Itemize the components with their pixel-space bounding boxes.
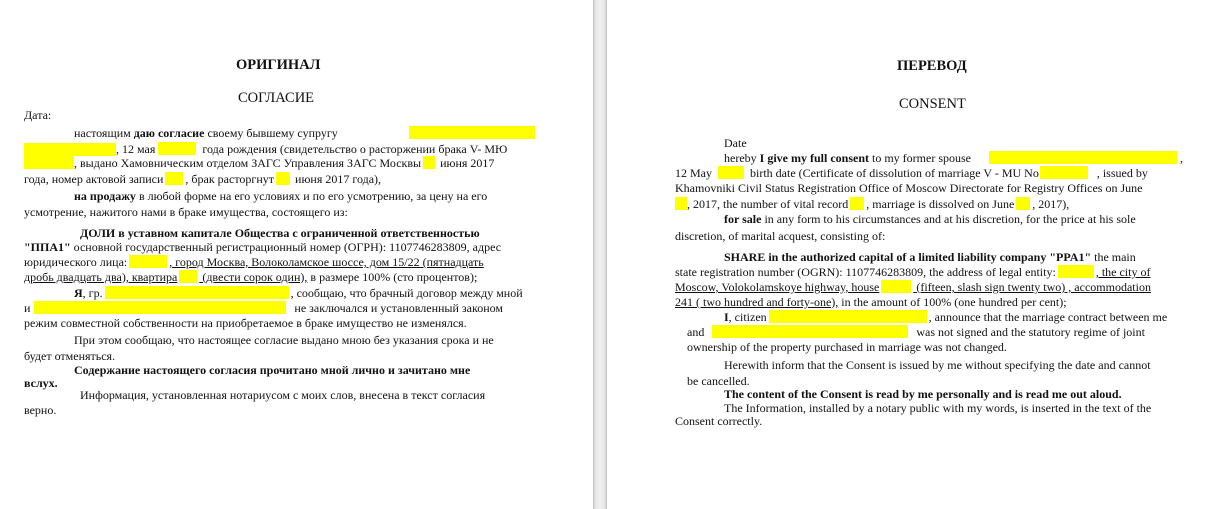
original-p1-line4: года, номер актовой записи , брак расторгнут июня 2017 года),	[24, 172, 382, 186]
original-page	[0, 0, 593, 509]
original-p1-line2: , 12 мая года рождения (свидетельство о расторжении брака V- МЮ	[116, 142, 508, 156]
redacted-field	[409, 126, 535, 139]
translation-share-line2: state registration number (OGRN): 1107746283809, the address of legal entity: , the city of	[675, 265, 1151, 279]
original-date-label: Дата:	[24, 108, 52, 122]
original-heading: ОРИГИНАЛ	[236, 57, 321, 73]
original-i-line3: режим совместной собственности на приобретаемое в браке имущество не изменялся.	[24, 316, 467, 330]
original-p2-line1: на продажу в любой форме на его условиях и по его усмотрению, за цену на его	[74, 189, 488, 203]
translation-i-line3: ownership of the property purchased in marriage was not changed.	[687, 340, 1007, 354]
original-share-line4: дробь двадцать два), квартира (двести сорок один), в размере 100% (сто процентов);	[24, 270, 478, 284]
original-p3-line2: будет отменяться.	[24, 349, 116, 363]
original-p5-line1: Информация, установленная нотариусом с моих слов, внесена в текст согласия	[80, 388, 486, 402]
original-p5-line2: верно.	[24, 403, 57, 417]
translation-p1-comma: ,	[1180, 151, 1183, 165]
translation-p1-line3: Khamovniki Civil Status Registration Office of Moscow Directorate for Registry Offices on June	[675, 181, 1143, 195]
translation-p2-line2: discretion, of marital acquest, consisting of:	[675, 229, 886, 243]
original-p3-line1: При этом сообщаю, что настоящее согласие выдано мною без указания срока и не	[74, 333, 494, 347]
page-gutter	[593, 0, 607, 509]
translation-page	[607, 0, 1221, 509]
translation-p5-line1: The Information, installed by a notary public with my words, is inserted in the text of the	[724, 401, 1152, 415]
original-p4-line2: вслух.	[24, 376, 58, 390]
translation-heading: ПЕРЕВОД	[897, 58, 967, 74]
original-p2-line2: усмотрение, нажитого нами в браке имущества, состоящего из:	[24, 205, 348, 219]
original-i-line2: и не заключался и установленный законом	[24, 301, 503, 315]
translation-p3-line2: be cancelled.	[687, 374, 750, 388]
translation-p1-line1: hereby I give my full consent to my former spouse	[724, 151, 971, 165]
original-p4-line1: Содержание настоящего согласия прочитано мной лично и зачитано мне	[74, 363, 471, 377]
original-share-line2: "ППА1" основной государственный регистрационный номер (ОГРН): 1107746283809, адрес	[24, 240, 502, 254]
original-share-line1: ДОЛИ в уставном капитале Общества с ограниченной ответственностью	[80, 226, 480, 240]
translation-p1-line2: 12 May birth date (Certificate of dissolution of marriage V - MU No , issued by	[675, 166, 1148, 180]
translation-subtitle: CONSENT	[899, 96, 966, 112]
redacted-field	[24, 143, 116, 156]
original-share-line3: юридического лица: , город Москва, Волоколамское шоссе, дом 15/22 (пятнадцать	[24, 255, 484, 269]
redacted-field	[989, 151, 1177, 164]
translation-share-line4: 241 ( two hundred and forty-one), in the amount of 100% (one hundred per cent);	[675, 295, 1067, 309]
original-p1-line3: , выдано Хамовническим отделом ЗАГС Управления ЗАГС Москвы июня 2017	[74, 156, 495, 170]
redacted-field	[24, 156, 74, 169]
original-subtitle: СОГЛАСИЕ	[238, 90, 315, 106]
translation-p3-line1: Herewith inform that the Consent is issued by me without specifying the date and cannot	[724, 358, 1151, 372]
translation-p1-line4: , 2017, the number of vital record , marriage is dissolved on June , 2017),	[675, 197, 1069, 211]
translation-share-line3: Moscow, Volokolamskoye highway, house (fifteen, slash sign twenty two) , accommodation	[675, 280, 1151, 294]
original-p1-line1: настоящим даю согласие своему бывшему супругу	[74, 126, 338, 140]
original-i-line1: Я, гр. , сообщаю, что брачный договор между мной	[74, 286, 523, 300]
translation-p4-line1: The content of the Consent is read by me personally and is read me out aloud.	[724, 387, 1122, 401]
translation-date-label: Date	[724, 136, 747, 150]
translation-p2-line1: for sale in any form to his circumstances and at his discretion, for the price at his sole	[724, 212, 1136, 226]
translation-i-line1: I, citizen , announce that the marriage contract between me	[724, 310, 1168, 324]
translation-p5-line2: Consent correctly.	[675, 414, 763, 428]
translation-share-line1: SHARE in the authorized capital of a limited liability company "PPA1" the main	[724, 250, 1136, 264]
translation-i-line2: and was not signed and the statutory regime of joint	[687, 325, 1145, 339]
